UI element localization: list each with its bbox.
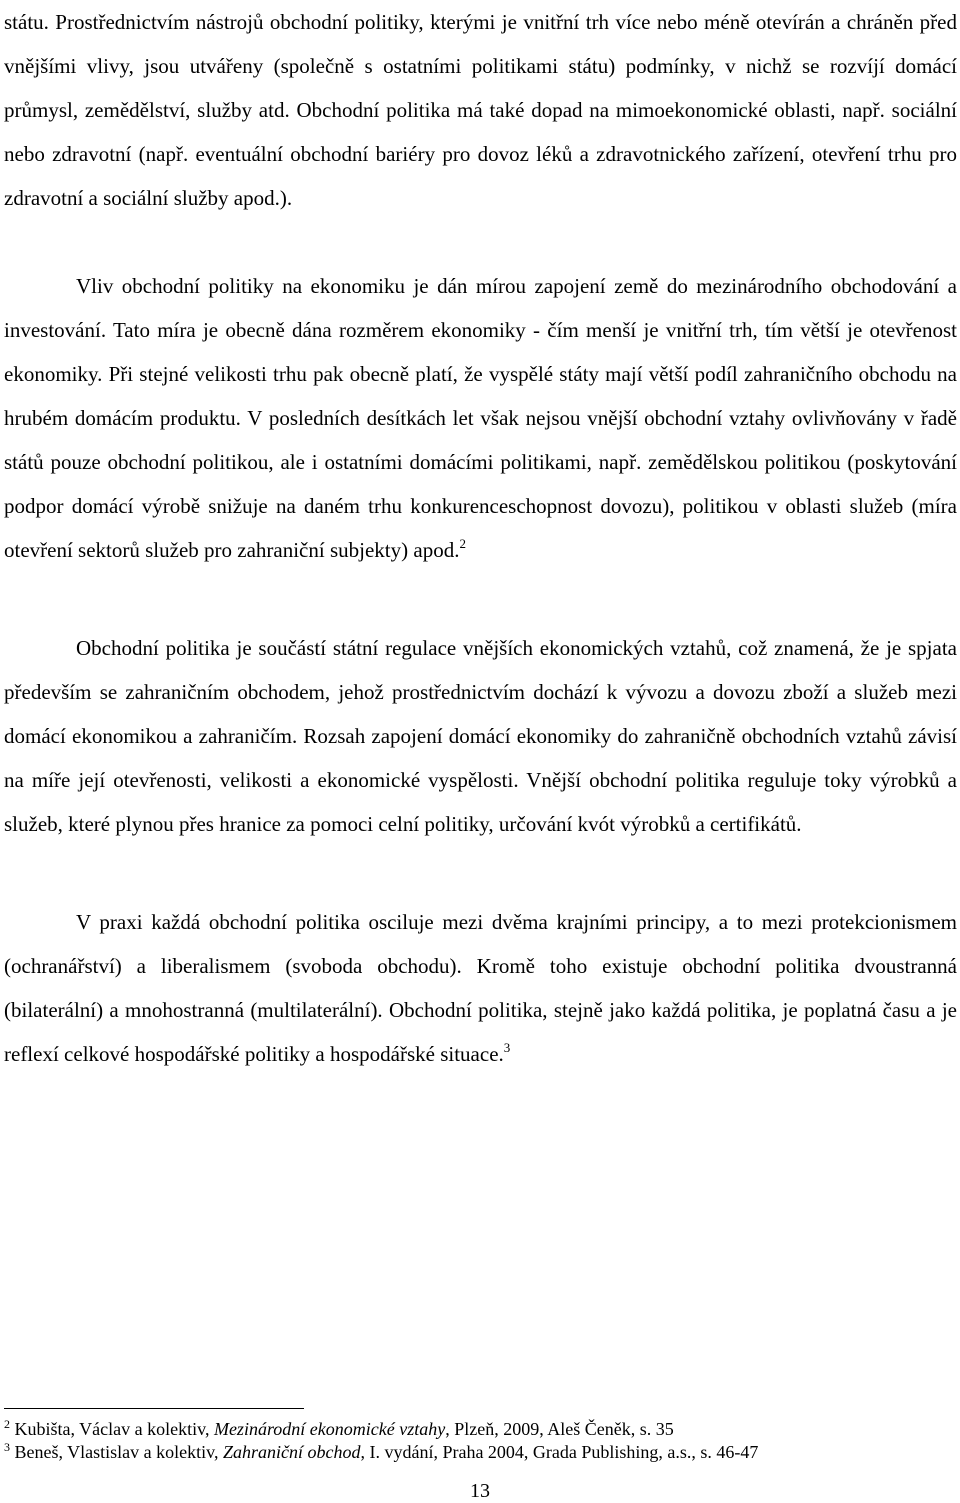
footnote-separator — [4, 1408, 304, 1409]
page-number: 13 — [470, 1480, 490, 1502]
paragraph-economic-influence — [4, 264, 957, 572]
footnote-title: Zahraniční obchod — [222, 1442, 361, 1462]
footnote-reference[interactable]: 3 — [503, 1040, 511, 1055]
paragraph-principles — [4, 900, 957, 1076]
footnote-details: , I. vydání, Praha 2004, Grada Publishing, a.s., s. 46-47 — [360, 1442, 759, 1462]
paragraph-continued — [4, 0, 957, 220]
footnote-reference[interactable]: 2 — [459, 536, 466, 551]
paragraph-state-regulation — [4, 626, 957, 846]
paragraph-text: V praxi každá obchodní politika osciluje mezi dvěma krajními principy, a to mezi protekcionismem (ochranářství) a liberalismem (svoboda obchodu). Kromě toho existuje obchodní politika dvoustranná (bilaterální) a mnohostranná (multilaterální). Obchodní politika, stejně jako každá politika, je poplatná času a je reflexí celkové hospodářské politiky a hospodářské situace. — [4, 910, 957, 1066]
footnote-item — [4, 1418, 954, 1441]
footnote-details: , Plzeň, 2009, Aleš Čeněk, s. 35 — [445, 1419, 674, 1439]
footnote-authors: Beneš, Vlastislav a kolektiv, — [14, 1442, 223, 1462]
footnote-authors: Kubišta, Václav a kolektiv, — [14, 1419, 214, 1439]
paragraph-text: Vliv obchodní politiky na ekonomiku je dán mírou zapojení země do mezinárodního obchodování a investování. Tato míra je obecně dána rozměrem ekonomiky - čím menší je vnitřní trh, tím větší je otevřenost ekonomiky. Při stejné velikosti trhu pak obecně platí, že vyspělé státy mají větší podíl zahraničního obchodu na hrubém domácím produktu. V posledních desítkách let však nejsou vnější obchodní vztahy ovlivňovány v řadě států pouze obchodní politikou, ale i ostatními domácími politikami, např. zemědělskou politikou (poskytování podpor domácí výrobě snižuje na daném trhu konkurenceschopnost dovozu), politikou v oblasti služeb (míra otevření sektorů služeb pro zahraniční subjekty) apod. — [4, 274, 957, 562]
footnote-marker: 3 — [4, 1440, 10, 1454]
paragraph-text: Obchodní politika je součástí státní regulace vnějších ekonomických vztahů, což znamená, že je spjata především se zahraničním obchodem, jehož prostřednictvím dochází k vývozu a dovozu zboží a služeb mezi domácí ekonomikou a zahraničím. Rozsah zapojení domácí ekonomiky do zahraničně obchodních vztahů závisí na míře její otevřenosti, velikosti a ekonomické vyspělosti. Vnější obchodní politika reguluje toky výrobků a služeb, které plynou přes hranice za pomoci celní politiky, určování kvót výrobků a certifikátů. — [4, 636, 957, 836]
footnote-title: Mezinárodní ekonomické vztahy — [213, 1419, 446, 1439]
footnote-item — [4, 1441, 954, 1464]
footnote-marker: 2 — [4, 1417, 10, 1431]
footnotes — [4, 1418, 954, 1464]
paragraph-text: státu. Prostřednictvím nástrojů obchodní politiky, kterými je vnitřní trh více nebo méně otevírán a chráněn před vnějšími vlivy, jsou utvářeny (společně s ostatními politikami státu) podmínky, v nichž se rozvíjí domácí průmysl, zemědělství, služby atd. Obchodní politika má také dopad na mimoekonomické oblasti, např. sociální nebo zdravotní (např. eventuální obchodní bariéry pro dovoz léků a zdravotnického zařízení, otevření trhu pro zdravotní a sociální služby apod.). — [4, 10, 957, 210]
